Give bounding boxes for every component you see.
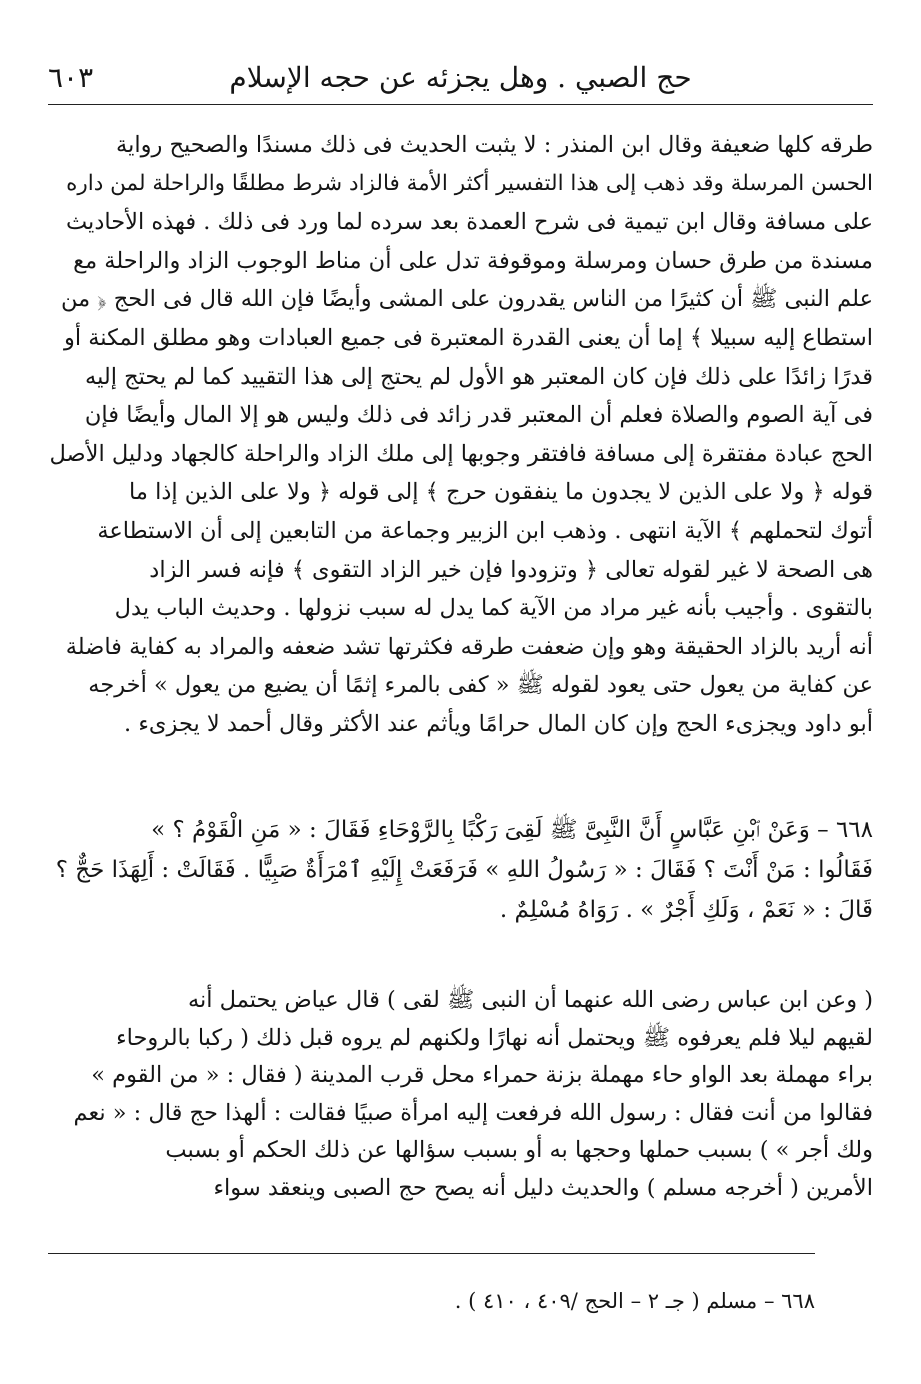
text-line: مسندة من طرق حسان ومرسلة وموقوفة تدل على أن مناط الوجوب الزاد والراحلة مع bbox=[73, 247, 873, 274]
text-line: قوله ﴿ ولا على الذين لا يجدون ما ينفقون حرج ﴾ إلى قوله ﴿ ولا على الذين إذا ما bbox=[129, 479, 873, 506]
text-line: علم النبى ﷺ أن كثيرًا من الناس يقدرون على المشى وأيضًا فإن الله قال فى الحج ﴿ من bbox=[60, 286, 873, 313]
hadith-line: قَالَ : « نَعَمْ ، وَلَكِ أَجْرٌ » . رَوَاهُ مُسْلِمٌ . bbox=[499, 897, 873, 923]
text-line: فى آية الصوم والصلاة فعلم أن المعتبر قدر زائد فى ذلك وليس هو إلا المال وأيضًا فإن bbox=[84, 402, 873, 429]
text-line: عن كفاية من يعول حتى يعود لقوله ﷺ « كفى بالمرء إثمًا أن يضيع من يعول » أخرجه bbox=[88, 672, 873, 699]
text-line: على مسافة وقال ابن تيمية فى شرح العمدة بعد سرده لما ورد فى ذلك . فهذه الأحاديث bbox=[65, 209, 873, 236]
text-line: أتوك لتحملهم ﴾ الآية انتهى . وذهب ابن الزبير وجماعة من التابعين إلى أن الاستطاعة bbox=[97, 517, 873, 544]
text-line: لقيهم ليلا فلم يعرفوه ﷺ ويحتمل أنه نهارًا ولكنهم لم يروه قبل ذلك ( ركبا بالروحاء bbox=[116, 1024, 873, 1051]
footnote: ٦٦٨ – مسلم ( جـ ٢ – الحج /٤٠٩ ، ٤١٠ ) . bbox=[454, 1289, 815, 1313]
text-line: ( وعن ابن عباس رضى الله عنهما أن النبى ﷺ لقى ) قال عياض يحتمل أنه bbox=[187, 987, 873, 1013]
hadith-line: ٦٦٨ – وَعَنْ ٱبْنِ عَبَّاسٍ أَنَّ النَّبِىَّ ﷺ لَقِىَ رَكْبًا بِالرَّوْحَاءِ فَقَالَ : « مَنِ الْقَوْمُ ؟ » bbox=[151, 817, 873, 843]
text-line: بالتقوى . وأجيب بأنه غير مراد من الآية كما يدل له سبب نزولها . وحديث الباب يدل bbox=[114, 595, 873, 622]
text-line: الحسن المرسلة وقد ذهب إلى هذا التفسير أكثر الأمة فالزاد شرط مطلقًا والراحلة لمن داره bbox=[66, 170, 873, 196]
text-line: الأمرين ( أخرجه مسلم ) والحديث دليل أنه يصح حج الصبى وينعقد سواء bbox=[213, 1174, 873, 1201]
text-line: طرقه كلها ضعيفة وقال ابن المنذر : لا يثبت الحديث فى ذلك مسندًا والصحيح رواية bbox=[116, 132, 873, 158]
text-line: ولك أجر » ) بسبب حملها وحجها به أو بسبب سؤالها عن ذلك الحكم أو بسبب bbox=[165, 1137, 873, 1163]
text-line: أنه أريد بالزاد الحقيقة وهو وإن ضعفت طرقه فكثرتها تشد ضعفه والمراد به كفاية فاضلة bbox=[65, 633, 873, 660]
text-line: براء مهملة بعد الواو حاء مهملة بزنة حمراء محل قرب المدينة ( فقال : « من القوم » bbox=[91, 1062, 873, 1088]
hadith-line: فَقَالُوا : مَنْ أَنْتَ ؟ فَقَالَ : « رَسُولُ اللهِ » فَرَفَعَتْ إِلَيْهِ ٱمْرَأَةٌ صَبِيًّا . فَقَالَتْ : أَلِهَذَا حَجٌّ ؟ bbox=[55, 857, 873, 883]
hadith-text bbox=[48, 810, 873, 930]
commentary-bottom bbox=[48, 982, 873, 1207]
commentary-top bbox=[48, 126, 873, 744]
text-line: فقالوا من أنت فقال : رسول الله فرفعت إليه امرأة صبيًا فقالت : ألهذا حج قال : « نعم bbox=[73, 1099, 873, 1126]
text-line: قدرًا زائدًا على ذلك فإن كان المعتبر هو الأول لم يحتج إلى هذا التقييد كما لم يحتج إليه bbox=[85, 363, 873, 390]
page-header bbox=[48, 58, 873, 104]
page-number: ٦٠٣ bbox=[48, 61, 94, 94]
text-line: استطاع إليه سبيلا ﴾ إما أن يعنى القدرة المعتبرة فى جميع العبادات وهو مطلق المكنة أو bbox=[63, 324, 873, 351]
text-line: هى الصحة لا غير لقوله تعالى ﴿ وتزودوا فإن خير الزاد التقوى ﴾ فإنه فسر الزاد bbox=[149, 556, 873, 583]
header-rule bbox=[48, 104, 873, 105]
running-title: حج الصبي . وهل يجزئه عن حجه الإسلام bbox=[229, 61, 692, 94]
text-line: الحج عبادة مفتقرة إلى مسافة فافتقر وجوبها إلى ملك الزاد والراحلة كالجهاد ودليل الأصل bbox=[49, 440, 873, 467]
text-line: أبو داود ويجزىء الحج وإن كان المال حرامًا ويأثم عند الأكثر وقال أحمد لا يجزىء . bbox=[124, 710, 873, 737]
footnote-rule bbox=[48, 1253, 815, 1254]
